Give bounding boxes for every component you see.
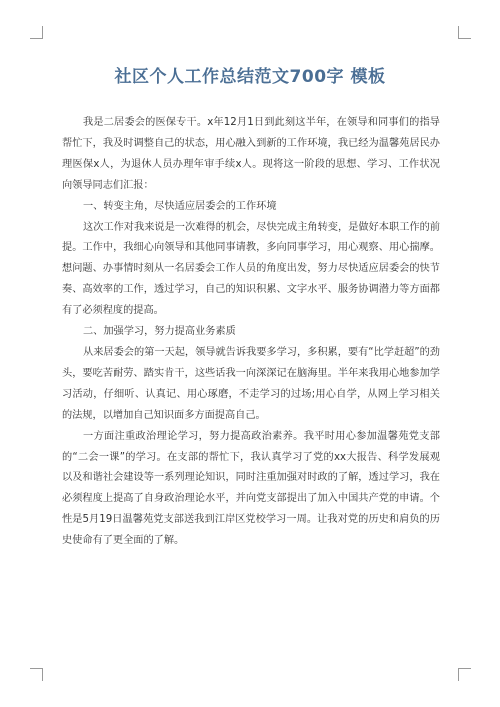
- crop-mark-bottom-right: [458, 668, 471, 681]
- paragraph-study: 从来居委会的第一天起，领导就告诉我要多学习，多积累，要有“比学赶超”的劲头，要吃苦耐劳、踏实肯干，这些话我一向深深记在脑海里。半年来我用心地参加学习活动，仔细听、认真记、用心琢磨，不走学习的过场;用心自学，从网上学习相关的法规，以增加自己知识面多方面提高自己。: [62, 346, 440, 421]
- document-title: 社区个人工作总结范文700字 模板: [114, 67, 386, 87]
- section-heading-2: 二、加强学习，努力提高业务素质: [83, 326, 236, 338]
- crop-mark-top-right: [458, 26, 471, 39]
- document-body: [62, 113, 440, 552]
- paragraph-role-change: 这次工作对我来说是一次难得的机会，尽快完成主角转变，是做好本职工作的前提。工作中，我细心向领导和其他同事请教，多向同事学习，用心观察、用心揣摩。想问题、办事情时刻从一名居委会工作人员的角度出发，努力尽快适应居委会的快节奏、高效率的工作，透过学习，自己的知识积累、文字水平、服务协调潜力等方面都有了必须程度的提高。: [62, 221, 440, 317]
- paragraph-political-study: 一方面注重政治理论学习，努力提高政治素养。我平时用心参加温馨苑党支部的“二会一课”的学习。在支部的帮忙下，我认真学习了党的xx大报告、科学发展观以及和谐社会建设等一系列理论知识，同时注重加强对时政的了解，透过学习，我在必须程度上提高了自身政治理论水平，并向党支部提出了加入中国共产党的申请。个性是5月19日温馨苑党支部送我到江岸区党校学习一周。让我对党的历史和肩负的历史使命有了更全面的了解。: [62, 430, 440, 547]
- crop-mark-top-left: [30, 26, 43, 39]
- paragraph-intro: 我是二居委会的医保专干。x年12月1日到此刻这半年，在领导和同事们的指导帮忙下，我及时调整自己的状态，用心融入到新的工作环境，我已经为温馨苑居民办理医保x人，为退休人员办理年审手续x人。现将这一阶段的思想、学习、工作状况向领导同志们汇报：: [62, 117, 440, 191]
- section-heading-1: 一、转变主角，尽快适应居委会的工作环境: [83, 200, 277, 212]
- crop-mark-bottom-left: [30, 668, 43, 681]
